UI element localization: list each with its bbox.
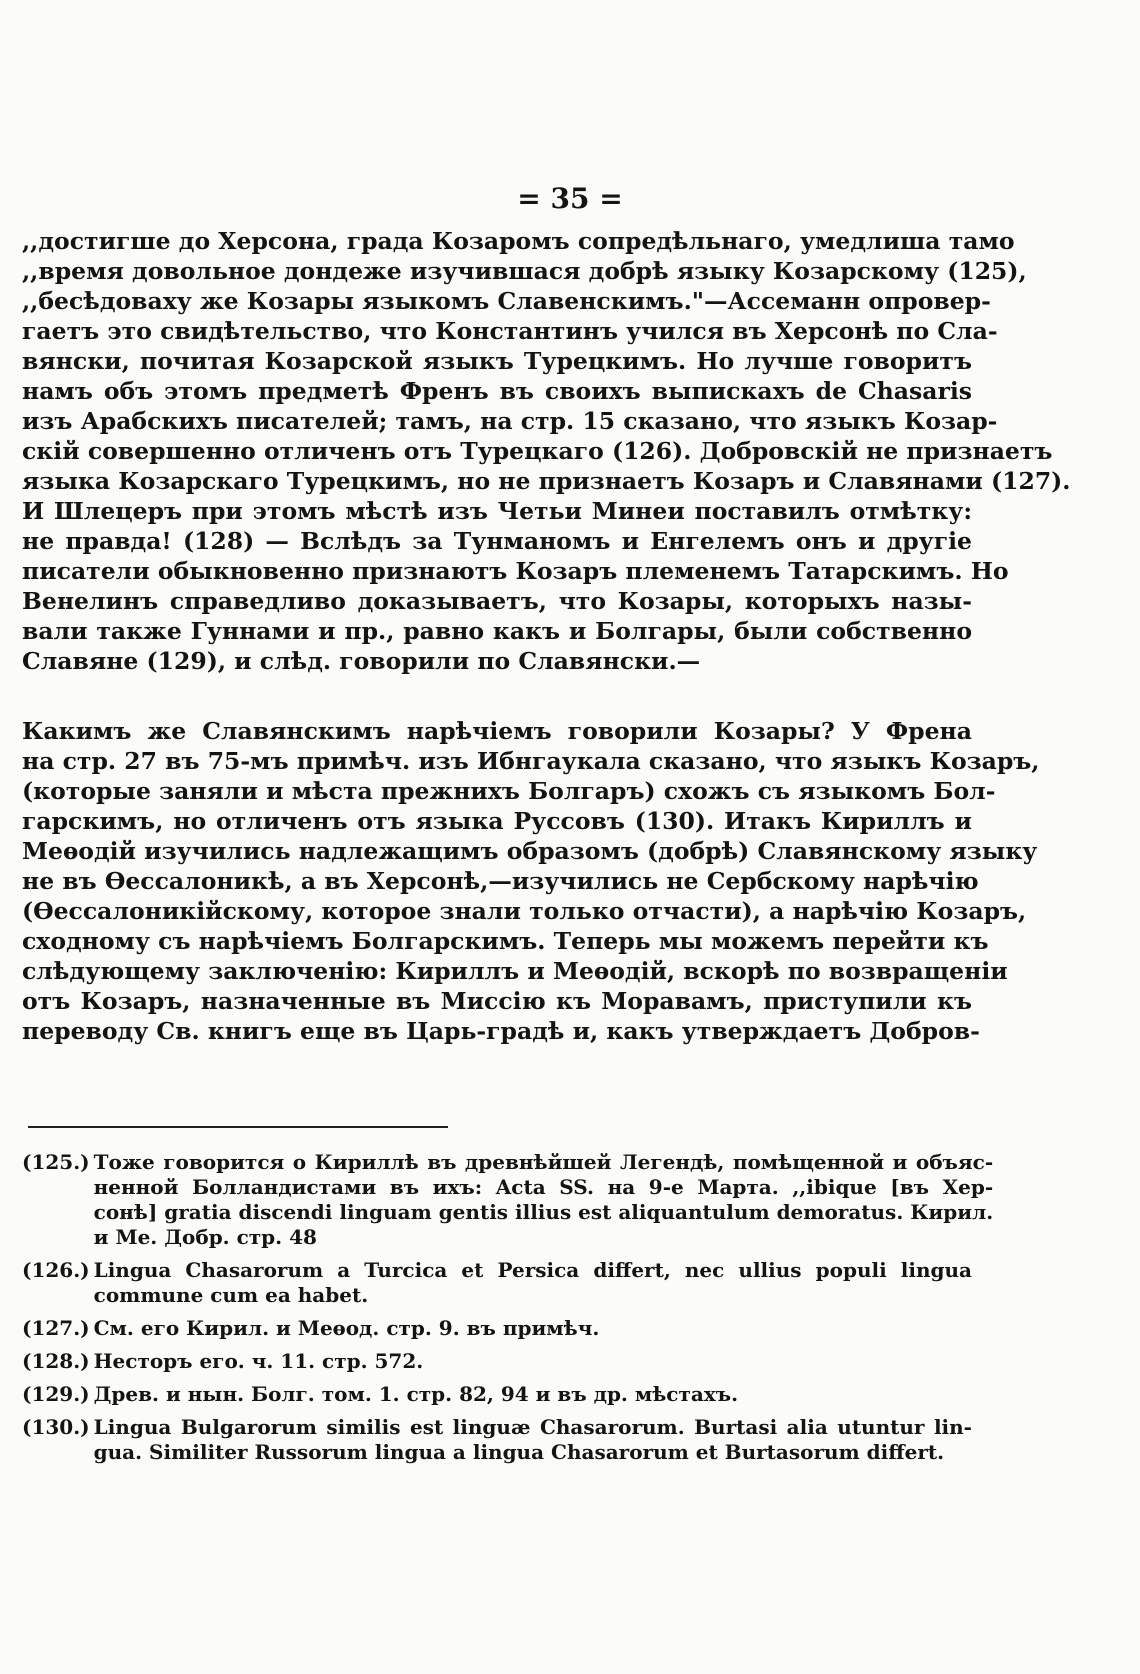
footnote-line: Древ. и нын. Болг. том. 1. стр. 82, 94 и въ др. мѣстахъ. [93,1382,739,1406]
footnote-130 [22,1415,972,1465]
text-line: писатели обыкновенно признаютъ Козаръ племенемъ Татарскимъ. Но [22,557,1009,585]
text-line: изъ Арабскихъ писателей; тамъ, на стр. 15 сказано, что языкъ Козар- [22,407,998,435]
paragraph-1 [22,226,1071,676]
footnote-line: gua. Similiter Russorum lingua a lingua Chasarorum et Burtasorum differt. [93,1440,945,1464]
footnote-marker: (125.) [22,1150,90,1174]
footnote-marker: (128.) [22,1349,90,1373]
text-line: сходному съ нарѣчіемъ Болгарскимъ. Теперь мы можемъ перейти къ [22,927,989,955]
text-line: И Шлецеръ при этомъ мѣстѣ изъ Четьи Минеи поставилъ отмѣтку: [22,497,972,525]
text-line: вянски, почитая Козарской языкъ Турецкимъ. Но лучше говоритъ [22,347,972,375]
main-text [22,226,1071,1046]
text-line: вали также Гуннами и пр., равно какъ и Болгары, были собственно [22,617,972,645]
footnote-line: Тоже говорится о Кириллѣ въ древнѣйшей Легендѣ, помѣщенной и объяс- [93,1150,994,1174]
footnotes [22,1150,994,1473]
text-line: гаетъ это свидѣтельство, что Константинъ учился въ Херсонѣ по Сла- [22,317,998,345]
footnote-129 [22,1382,972,1407]
text-line: намъ объ этомъ предметѣ Френъ въ своихъ выпискахъ de Chasaris [22,377,972,405]
footnote-marker: (126.) [22,1258,90,1282]
text-line: ,,время довольное дондеже изучившася добрѣ языку Козарскому (125), [22,257,1027,285]
footnote-marker: (129.) [22,1382,90,1406]
text-line: слѣдующему заключенію: Кириллъ и Меѳодій, вскорѣ по возвращеніи [22,957,1008,985]
footnote-126 [22,1258,972,1308]
footnote-line: Lingua Chasarorum a Turcica et Persica differt, nec ullius populi lingua [93,1258,972,1282]
footnote-128 [22,1349,972,1374]
text-line: не правда! (128) — Вслѣдъ за Тунманомъ и Енгелемъ онъ и другіе [22,527,972,555]
footnote-marker: (127.) [22,1316,90,1340]
text-line: гарскимъ, но отличенъ отъ языка Руссовъ (130). Итакъ Кириллъ и [22,807,972,835]
text-line: Венелинъ справедливо доказываетъ, что Козары, которыхъ назы- [22,587,972,615]
footnote-line: commune cum ea habet. [93,1283,369,1307]
footnote-line: Lingua Bulgarorum similis est linguæ Chasarorum. Burtasi alia utuntur lin- [93,1415,972,1439]
text-line: отъ Козаръ, назначенные въ Миссію къ Моравамъ, приступили къ [22,987,972,1015]
text-line: скій совершенно отличенъ отъ Турецкаго (126). Добровскій не признаетъ [22,437,1053,465]
text-line: (Ѳессалоникійскому, которое знали только отчасти), а нарѣчію Козаръ, [22,897,1027,925]
footnote-marker: (130.) [22,1415,90,1439]
text-line: не въ Ѳессалоникѣ, а въ Херсонѣ,—изучились не Сербскому нарѣчію [22,867,979,895]
footnote-127 [22,1316,972,1341]
page-number: = 35 = [517,182,623,215]
footnote-line: сонѣ] gratia discendi linguam gentis illius est aliquantulum demoratus. Кирил. [93,1200,994,1224]
text-line: Меѳодій изучились надлежащимъ образомъ (добрѣ) Славянскому языку [22,837,1038,865]
paragraph-2 [22,716,1040,1046]
text-line: Какимъ же Славянскимъ нарѣчіемъ говорили Козары? У Френа [22,717,972,745]
text-line: ,,достигше до Херсона, града Козаромъ сопредѣльнаго, умедлиша тамо [22,227,1015,255]
text-line: на стр. 27 въ 75-мъ примѣч. изъ Ибнгаукала сказано, что языкъ Козаръ, [22,747,1040,775]
footnote-125 [22,1150,994,1250]
text-line: ,,бесѣдоваху же Козары языкомъ Славенскимъ."—Ассеманн опровер- [22,287,991,315]
footnote-divider [28,1126,448,1128]
text-line: (которые заняли и мѣста прежнихъ Болгаръ) схожъ съ языкомъ Бол- [22,777,996,805]
text-line: переводу Св. книгъ еще въ Царь-градѣ и, какъ утверждаетъ Добров- [22,1017,980,1045]
footnote-line: и Ме. Добр. стр. 48 [93,1225,317,1249]
footnote-line: Несторъ его. ч. 11. стр. 572. [93,1349,424,1373]
text-line: языка Козарскаго Турецкимъ, но не признаетъ Козаръ и Славянами (127). [22,467,1071,495]
text-line: Славяне (129), и слѣд. говорили по Славянски.— [22,647,701,675]
footnote-line: ненной Болландистами въ ихъ: Acta SS. на 9-е Марта. ,,ibique [въ Хер- [93,1175,994,1199]
footnote-line: См. его Кирил. и Меѳод. стр. 9. въ примѣч. [93,1316,600,1340]
